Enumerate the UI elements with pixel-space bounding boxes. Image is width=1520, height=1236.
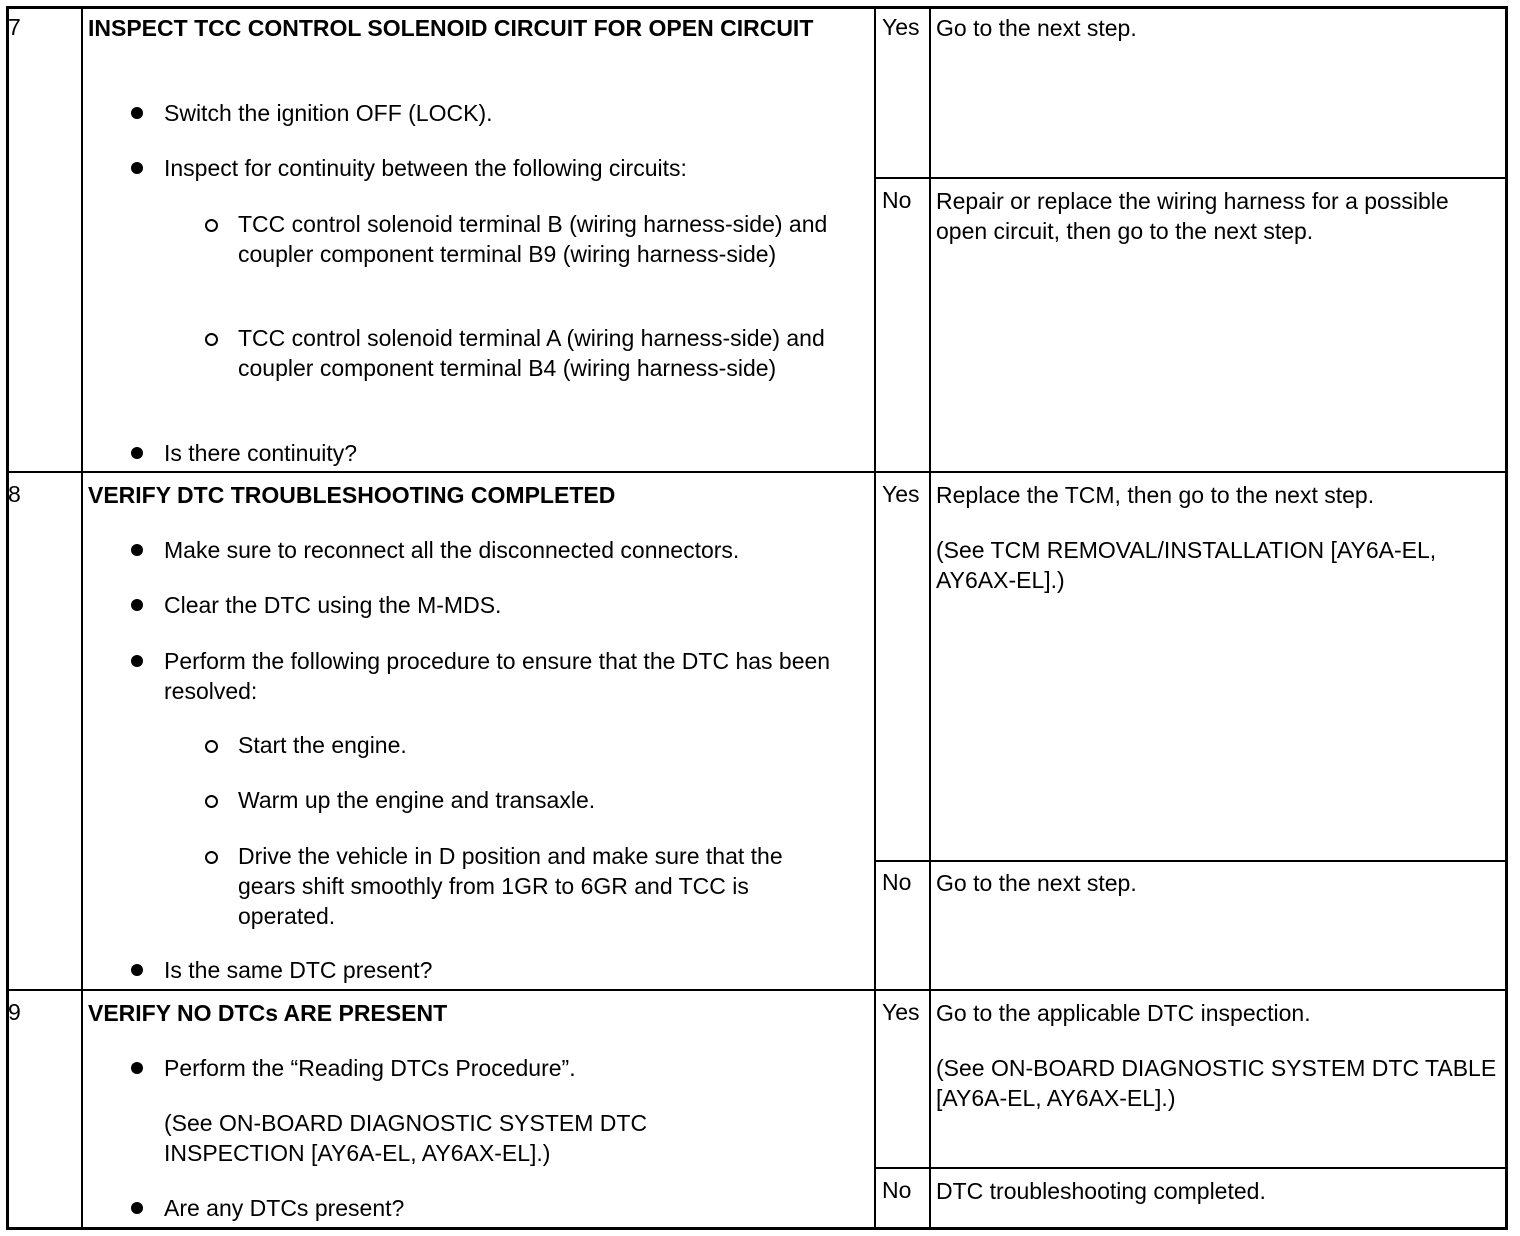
row-divider [6, 989, 1508, 991]
yes-label: Yes [882, 14, 920, 40]
row-divider [6, 471, 1508, 473]
bullet-item: Are any DTCs present? [164, 1193, 844, 1223]
step-title: VERIFY DTC TROUBLESHOOTING COMPLETED [88, 482, 616, 508]
yes-action: Replace the TCM, then go to the next step. [936, 482, 1375, 508]
reference-note: (See ON-BOARD DIAGNOSTIC SYSTEM DTC INSPECTION [AY6A-EL, AY6AX-EL].) [164, 1110, 648, 1166]
bullet-item: Inspect for continuity between the following circuits: [164, 153, 844, 183]
yes-no-divider [874, 1167, 1508, 1169]
sub-bullet-item: Warm up the engine and transaxle. [238, 785, 838, 815]
bullet-item: Is there continuity? [164, 438, 844, 468]
yes-label: Yes [882, 481, 920, 507]
bullet-item: Perform the following procedure to ensure that the DTC has been resolved: [164, 646, 844, 706]
yes-action: Go to the applicable DTC inspection. [936, 1000, 1311, 1026]
no-action: Repair or replace the wiring harness for a possible open circuit, then go to the next step. [936, 188, 1449, 244]
no-label: No [882, 869, 912, 895]
column-divider [929, 6, 931, 1230]
step-number: 9 [8, 999, 21, 1025]
sub-bullet-item: TCC control solenoid terminal B (wiring harness-side) and coupler component terminal B9 (wiring harness-side) [238, 209, 838, 269]
bullet-item: Perform the “Reading DTCs Procedure”. [164, 1053, 844, 1083]
yes-no-divider [874, 860, 1508, 862]
bullet-item: Is the same DTC present? [164, 955, 844, 985]
bullet-item: Make sure to reconnect all the disconnected connectors. [164, 535, 844, 565]
no-action: DTC troubleshooting completed. [936, 1178, 1266, 1204]
sub-bullet-item: TCC control solenoid terminal A (wiring harness-side) and coupler component terminal B4 (wiring harness-side) [238, 323, 838, 383]
sub-bullet-item: Drive the vehicle in D position and make sure that the gears shift smoothly from 1GR to 6GR and TCC is operated. [238, 841, 828, 931]
column-divider [874, 6, 876, 1230]
yes-no-divider [874, 177, 1508, 179]
no-action: Go to the next step. [936, 870, 1137, 896]
step-title: INSPECT TCC CONTROL SOLENOID CIRCUIT FOR OPEN CIRCUIT [88, 15, 814, 41]
yes-note: (See TCM REMOVAL/INSTALLATION [AY6A-EL, AY6AX-EL].) [936, 537, 1437, 593]
step-title: VERIFY NO DTCs ARE PRESENT [88, 1000, 448, 1026]
no-label: No [882, 1177, 912, 1203]
column-divider [81, 6, 83, 1230]
bullet-item: Clear the DTC using the M-MDS. [164, 590, 844, 620]
no-label: No [882, 187, 912, 213]
bullet-item: Switch the ignition OFF (LOCK). [164, 98, 844, 128]
yes-label: Yes [882, 999, 920, 1025]
step-number: 7 [8, 14, 21, 40]
step-number: 8 [8, 481, 21, 507]
sub-bullet-item: Start the engine. [238, 730, 838, 760]
yes-note: (See ON-BOARD DIAGNOSTIC SYSTEM DTC TABLE [AY6A-EL, AY6AX-EL].) [936, 1055, 1497, 1111]
yes-action: Go to the next step. [936, 15, 1137, 41]
